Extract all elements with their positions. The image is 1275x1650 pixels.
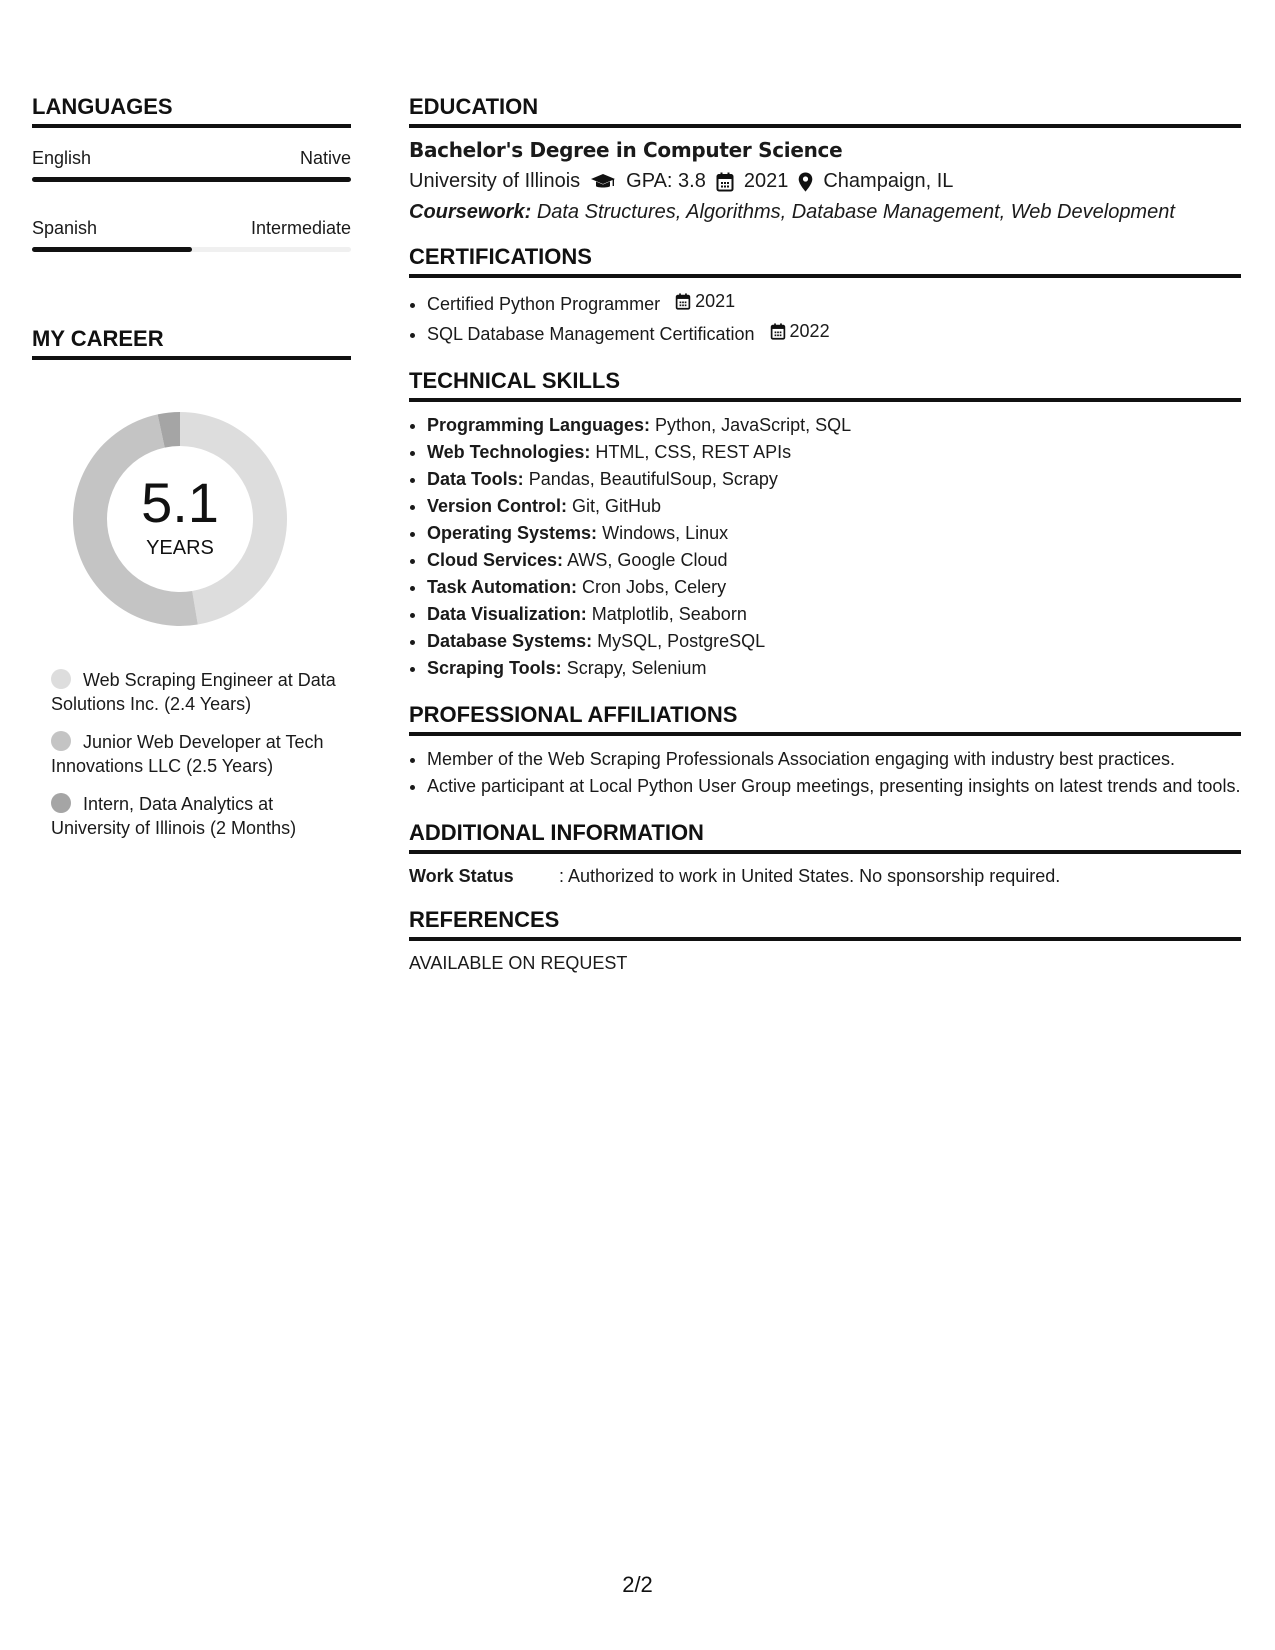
skill-label: Web Technologies: — [427, 442, 591, 462]
page-number: 2/2 — [622, 1572, 653, 1597]
certification-year: 2022 — [789, 321, 830, 341]
skill-value: HTML, CSS, REST APIs — [595, 442, 792, 462]
education-details — [409, 170, 1241, 193]
work-status-label: Work Status — [409, 866, 514, 886]
language-level-bar — [32, 247, 351, 252]
map-pin-icon — [798, 172, 813, 192]
skill-label: Programming Languages: — [427, 415, 651, 435]
skill-label: Data Visualization: — [427, 604, 587, 624]
affiliations-list — [409, 746, 1241, 800]
skill-value: Scrapy, Selenium — [566, 658, 707, 678]
affiliations-title: PROFESSIONAL AFFILIATIONS — [409, 702, 1241, 736]
affiliations-section — [409, 702, 1241, 800]
list-item: • Active participant at Local Python User Group meetings, presenting insights on latest trends and tools. — [427, 773, 1241, 800]
certification-name: Certified Python Programmer — [427, 294, 661, 314]
education-title: EDUCATION — [409, 94, 1241, 128]
legend-dot — [51, 793, 71, 813]
skills-title: TECHNICAL SKILLS — [409, 368, 1241, 402]
education-gpa: GPA: 3.8 — [626, 170, 706, 192]
skill-value: Matplotlib, Seaborn — [591, 604, 747, 624]
certifications-list — [409, 288, 1241, 348]
career-legend — [51, 668, 351, 840]
legend-label: Junior Web Developer at Tech Innovations LLC (2.5 Years) — [51, 732, 324, 776]
skill-label: Database Systems: — [427, 631, 593, 651]
legend-item — [51, 668, 351, 716]
additional-section — [409, 820, 1241, 887]
calendar-icon — [716, 172, 734, 192]
coursework-label: Coursework: — [409, 201, 532, 223]
calendar-icon — [675, 293, 691, 310]
calendar-icon — [770, 323, 786, 340]
list-item — [427, 601, 1241, 628]
skill-value: Python, JavaScript, SQL — [655, 415, 852, 435]
skill-label: Operating Systems: — [427, 523, 598, 543]
language-level-fill — [32, 247, 192, 252]
work-status-row — [409, 866, 1241, 887]
list-item — [427, 318, 1241, 348]
legend-item — [51, 792, 351, 840]
certification-year: 2021 — [695, 291, 736, 311]
additional-title: ADDITIONAL INFORMATION — [409, 820, 1241, 854]
language-name: English — [32, 148, 92, 168]
list-item — [427, 655, 1241, 682]
education-location: Champaign, IL — [823, 170, 954, 192]
legend-dot — [51, 669, 71, 689]
list-item — [427, 520, 1241, 547]
career-donut-chart — [65, 404, 295, 634]
legend-label: Web Scraping Engineer at Data Solutions Inc. (2.4 Years) — [51, 670, 336, 714]
list-item: • Member of the Web Scraping Professionals Association engaging with industry best practices. — [427, 746, 1241, 773]
language-level-fill — [32, 177, 351, 182]
references-section — [409, 907, 1241, 974]
languages-title: LANGUAGES — [32, 94, 351, 128]
career-total-years: 5.1 — [141, 470, 219, 534]
certifications-title: CERTIFICATIONS — [409, 244, 1241, 278]
education-degree: Bachelor's Degree in Computer Science — [409, 138, 843, 162]
references-title: REFERENCES — [409, 907, 1241, 941]
list-item — [427, 547, 1241, 574]
skills-list — [409, 412, 1241, 682]
skill-value: Windows, Linux — [602, 523, 729, 543]
list-item — [427, 574, 1241, 601]
list-item — [427, 288, 1241, 318]
career-total-unit: YEARS — [146, 536, 214, 559]
skills-section — [409, 368, 1241, 682]
legend-item — [51, 730, 351, 778]
right-column — [409, 94, 1241, 994]
skill-label: Data Tools: — [427, 469, 524, 489]
coursework-list: Data Structures, Algorithms, Database Management, Web Development — [536, 201, 1175, 223]
skill-label: Scraping Tools: — [427, 658, 562, 678]
skill-value: MySQL, PostgreSQL — [597, 631, 766, 651]
list-item — [427, 493, 1241, 520]
certifications-section — [409, 244, 1241, 348]
skill-label: Task Automation: — [427, 577, 578, 597]
skill-value: Cron Jobs, Celery — [582, 577, 727, 597]
list-item — [427, 628, 1241, 655]
work-status-value: : Authorized to work in United States. No sponsorship required. — [559, 866, 1061, 886]
language-level: Intermediate — [250, 218, 351, 238]
language-level-bar — [32, 177, 351, 182]
references-text: AVAILABLE ON REQUEST — [409, 953, 628, 973]
graduation-cap-icon — [590, 173, 616, 191]
legend-dot — [51, 731, 71, 751]
career-title: MY CAREER — [32, 326, 351, 360]
education-school: University of Illinois — [409, 170, 581, 192]
list-item — [427, 466, 1241, 493]
education-section — [409, 94, 1241, 224]
language-level: Native — [299, 148, 351, 168]
left-column — [32, 94, 351, 854]
language-spanish — [32, 218, 351, 252]
skill-value: AWS, Google Cloud — [567, 550, 728, 570]
certification-name: SQL Database Management Certification — [427, 324, 755, 344]
skill-label: Version Control: — [427, 496, 568, 516]
list-item — [427, 412, 1241, 439]
education-year: 2021 — [743, 170, 789, 192]
legend-label: Intern, Data Analytics at University of Illinois (2 Months) — [51, 794, 297, 838]
language-name: Spanish — [32, 218, 98, 238]
list-item — [427, 439, 1241, 466]
language-english — [32, 148, 351, 182]
education-coursework — [409, 201, 1241, 224]
skill-label: Cloud Services: — [427, 550, 564, 570]
skill-value: Git, GitHub — [572, 496, 662, 516]
skill-value: Pandas, BeautifulSoup, Scrapy — [528, 469, 778, 489]
